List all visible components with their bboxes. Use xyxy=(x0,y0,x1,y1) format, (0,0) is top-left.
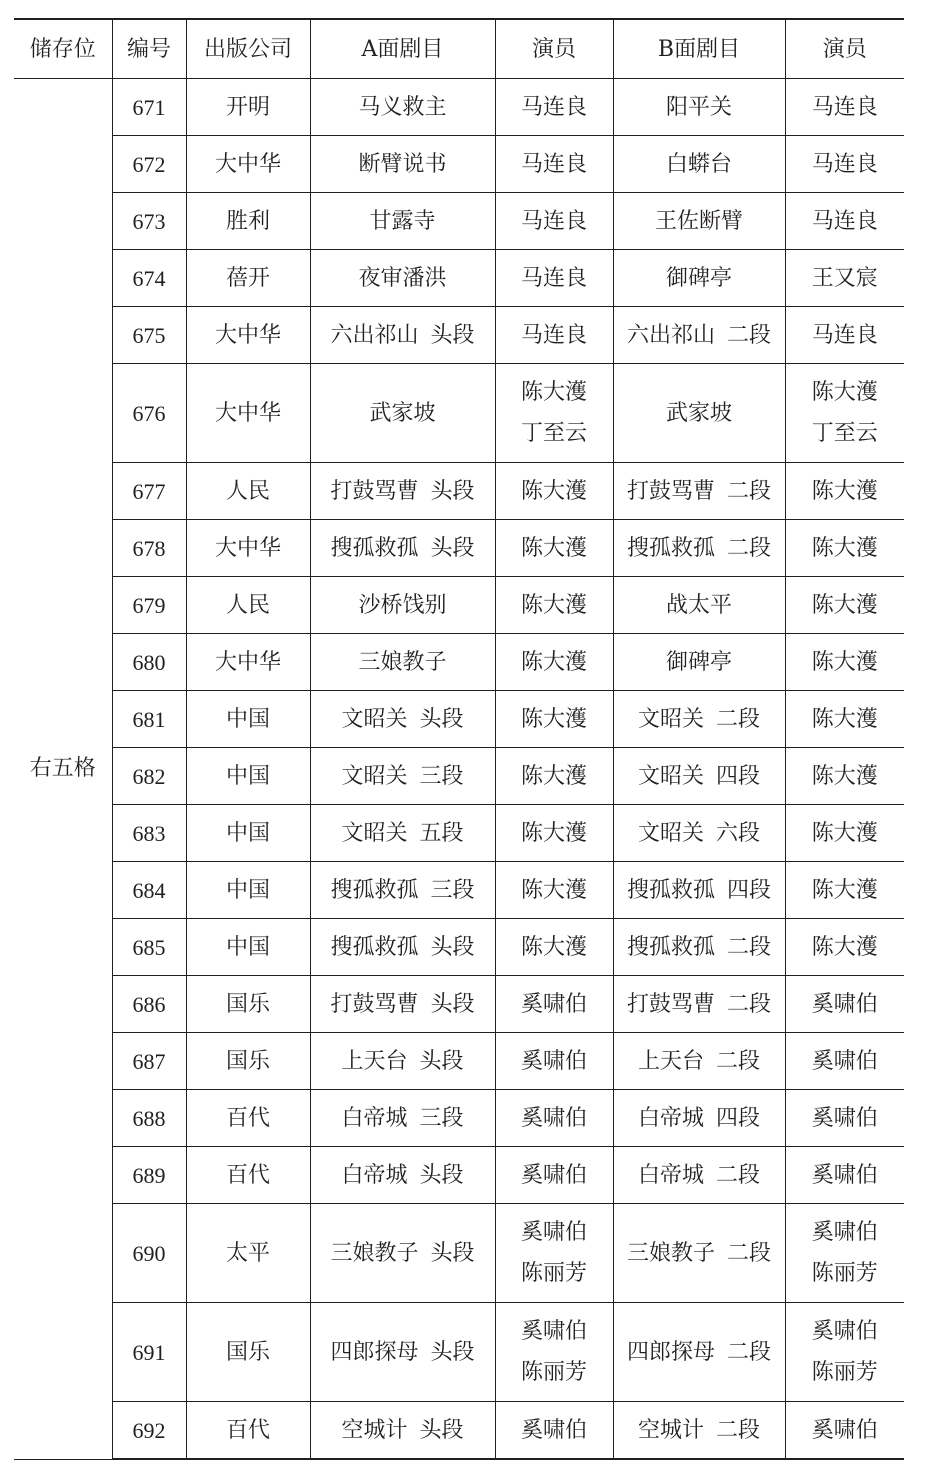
b-part: 二段 xyxy=(727,1240,772,1266)
table-row xyxy=(14,1402,904,1460)
a-performer-name: 陈大濩 xyxy=(520,535,587,561)
record-number: 671 xyxy=(112,79,186,136)
a-title: 甘露寺 xyxy=(369,208,436,234)
b-performer-name: 陈大濩 xyxy=(811,535,878,561)
a-performer-name: 陈大濩 xyxy=(520,478,587,504)
a-title-cell xyxy=(310,805,495,862)
b-title: 打鼓骂曹 xyxy=(626,478,715,504)
publisher: 人民 xyxy=(186,577,310,634)
a-performer-cell xyxy=(495,1147,613,1204)
b-part: 四段 xyxy=(716,1105,761,1131)
b-title: 搜孤救孤 xyxy=(626,535,715,561)
b-performer-cell xyxy=(785,364,904,463)
publisher: 中国 xyxy=(186,919,310,976)
a-title-cell xyxy=(310,1090,495,1147)
record-number: 679 xyxy=(112,577,186,634)
table-row xyxy=(14,919,904,976)
record-number: 682 xyxy=(112,748,186,805)
record-number: 680 xyxy=(112,634,186,691)
a-performer-cell xyxy=(495,634,613,691)
a-title-cell xyxy=(310,1402,495,1460)
b-performer-name: 陈大濩 xyxy=(811,934,878,960)
b-performer-name: 陈大濩 xyxy=(811,763,878,789)
a-performer-cell xyxy=(495,919,613,976)
b-title-cell xyxy=(613,1204,785,1303)
a-title-cell xyxy=(310,1303,495,1402)
b-part: 四段 xyxy=(727,877,772,903)
a-performer-name: 奚啸伯 xyxy=(520,1048,587,1074)
b-performer-name: 马连良 xyxy=(811,322,878,348)
header-side-b-title: B面剧目 xyxy=(613,19,785,79)
a-title: 白帝城 xyxy=(341,1105,408,1131)
a-part: 三段 xyxy=(430,877,475,903)
a-title: 四郎探母 xyxy=(330,1339,419,1365)
b-title: 阳平关 xyxy=(665,94,732,120)
b-title: 四郎探母 xyxy=(626,1339,715,1365)
publisher: 大中华 xyxy=(186,307,310,364)
b-title-cell xyxy=(613,691,785,748)
b-performer-name: 陈大濩 xyxy=(811,478,878,504)
b-title: 白帝城 xyxy=(637,1105,704,1131)
a-part: 头段 xyxy=(430,991,475,1017)
table-row xyxy=(14,748,904,805)
record-number: 687 xyxy=(112,1033,186,1090)
b-performer-name: 陈大濩 xyxy=(811,592,878,618)
b-performer-name: 奚啸伯 xyxy=(811,1417,878,1443)
a-title: 空城计 xyxy=(341,1417,408,1443)
record-number: 681 xyxy=(112,691,186,748)
a-title: 马义救主 xyxy=(358,94,447,120)
b-performer-cell xyxy=(785,1090,904,1147)
b-performer-cell xyxy=(785,1147,904,1204)
b-title: 白帝城 xyxy=(637,1162,704,1188)
a-title-cell xyxy=(310,1204,495,1303)
a-performer-name: 陈丽芳 xyxy=(520,1360,587,1385)
b-performer-cell xyxy=(785,520,904,577)
a-title-cell xyxy=(310,79,495,136)
b-title: 战太平 xyxy=(665,592,732,618)
a-part: 三段 xyxy=(419,763,464,789)
a-performer-cell xyxy=(495,307,613,364)
record-number: 691 xyxy=(112,1303,186,1402)
a-performer-name: 奚啸伯 xyxy=(520,1319,587,1344)
a-title-cell xyxy=(310,250,495,307)
table-row xyxy=(14,364,904,463)
a-title-cell xyxy=(310,520,495,577)
b-title-cell xyxy=(613,250,785,307)
b-performer-name: 马连良 xyxy=(811,151,878,177)
a-title-cell xyxy=(310,691,495,748)
a-performer-name: 陈大濩 xyxy=(520,706,587,732)
a-performer-cell xyxy=(495,136,613,193)
b-title-cell xyxy=(613,1147,785,1204)
b-title: 王佐断臂 xyxy=(654,208,743,234)
b-performer-name: 陈大濩 xyxy=(811,820,878,846)
table-body xyxy=(14,79,904,1460)
a-performer-cell xyxy=(495,577,613,634)
a-performer-name: 马连良 xyxy=(520,265,587,291)
a-performer-name: 奚啸伯 xyxy=(520,1105,587,1131)
b-performer-cell xyxy=(785,634,904,691)
b-performer-name: 奚啸伯 xyxy=(811,1319,878,1344)
record-number: 673 xyxy=(112,193,186,250)
b-title-cell xyxy=(613,79,785,136)
b-part: 二段 xyxy=(716,1417,761,1443)
a-part: 头段 xyxy=(430,478,475,504)
table-row xyxy=(14,250,904,307)
b-performer-cell xyxy=(785,1204,904,1303)
table-row xyxy=(14,136,904,193)
b-title-cell xyxy=(613,1402,785,1460)
publisher: 中国 xyxy=(186,748,310,805)
b-title: 上天台 xyxy=(637,1048,704,1074)
a-title: 三娘教子 xyxy=(358,649,447,675)
b-part: 二段 xyxy=(716,1048,761,1074)
b-performer-cell xyxy=(785,748,904,805)
table-row xyxy=(14,1147,904,1204)
a-title-cell xyxy=(310,1147,495,1204)
b-title: 搜孤救孤 xyxy=(626,934,715,960)
a-performer-cell xyxy=(495,862,613,919)
a-performer-cell xyxy=(495,364,613,463)
b-title: 御碑亭 xyxy=(665,265,732,291)
publisher: 中国 xyxy=(186,805,310,862)
a-performer-cell xyxy=(495,1204,613,1303)
publisher: 国乐 xyxy=(186,1033,310,1090)
b-title-cell xyxy=(613,748,785,805)
b-performer-name: 陈丽芳 xyxy=(811,1360,878,1385)
record-number: 690 xyxy=(112,1204,186,1303)
b-performer-name: 陈大濩 xyxy=(811,877,878,903)
record-number: 688 xyxy=(112,1090,186,1147)
header-row xyxy=(14,19,904,79)
b-title-cell xyxy=(613,919,785,976)
a-title-cell xyxy=(310,976,495,1033)
header-number: 编号 xyxy=(112,19,186,79)
table-row xyxy=(14,976,904,1033)
header-side-a-title: A面剧目 xyxy=(310,19,495,79)
a-performer-cell xyxy=(495,79,613,136)
b-title-cell xyxy=(613,463,785,520)
table-row xyxy=(14,862,904,919)
b-performer-cell xyxy=(785,250,904,307)
b-title: 文昭关 xyxy=(637,763,704,789)
b-performer-cell xyxy=(785,1402,904,1460)
a-performer-cell xyxy=(495,976,613,1033)
a-title: 夜审潘洪 xyxy=(358,265,447,291)
b-title: 空城计 xyxy=(637,1417,704,1443)
a-performer-cell xyxy=(495,1402,613,1460)
a-performer-cell xyxy=(495,1033,613,1090)
a-title: 武家坡 xyxy=(369,400,436,426)
a-title: 文昭关 xyxy=(341,820,408,846)
record-number: 675 xyxy=(112,307,186,364)
header-publisher: 出版公司 xyxy=(186,19,310,79)
table-row xyxy=(14,577,904,634)
b-title-cell xyxy=(613,1303,785,1402)
publisher: 国乐 xyxy=(186,1303,310,1402)
b-part: 二段 xyxy=(727,934,772,960)
a-part: 头段 xyxy=(430,1240,475,1266)
b-performer-cell xyxy=(785,136,904,193)
b-performer-name: 奚啸伯 xyxy=(811,991,878,1017)
a-performer-name: 丁至云 xyxy=(520,421,587,446)
publisher: 大中华 xyxy=(186,364,310,463)
a-performer-name: 马连良 xyxy=(520,322,587,348)
a-performer-cell xyxy=(495,691,613,748)
a-performer-name: 奚啸伯 xyxy=(520,1162,587,1188)
record-number: 689 xyxy=(112,1147,186,1204)
b-performer-name: 奚啸伯 xyxy=(811,1162,878,1188)
table-row xyxy=(14,691,904,748)
a-performer-cell xyxy=(495,463,613,520)
a-part: 头段 xyxy=(430,535,475,561)
b-title-cell xyxy=(613,364,785,463)
b-performer-cell xyxy=(785,691,904,748)
b-part: 二段 xyxy=(727,478,772,504)
b-performer-name: 奚啸伯 xyxy=(811,1220,878,1245)
a-title-cell xyxy=(310,463,495,520)
b-performer-cell xyxy=(785,463,904,520)
a-title-cell xyxy=(310,136,495,193)
a-title-cell xyxy=(310,634,495,691)
a-part: 三段 xyxy=(419,1105,464,1131)
b-title: 文昭关 xyxy=(637,820,704,846)
a-title-cell xyxy=(310,748,495,805)
header-side-a-performer: 演员 xyxy=(495,19,613,79)
table-row xyxy=(14,307,904,364)
b-title: 六出祁山 xyxy=(626,322,715,348)
header-location: 储存位 xyxy=(14,19,112,79)
b-title: 文昭关 xyxy=(637,706,704,732)
a-title: 白帝城 xyxy=(341,1162,408,1188)
a-title: 打鼓骂曹 xyxy=(330,991,419,1017)
b-performer-cell xyxy=(785,307,904,364)
a-part: 头段 xyxy=(430,934,475,960)
a-performer-name: 陈大濩 xyxy=(520,380,587,405)
record-number: 672 xyxy=(112,136,186,193)
a-performer-name: 陈大濩 xyxy=(520,820,587,846)
a-title-cell xyxy=(310,364,495,463)
b-part: 二段 xyxy=(727,535,772,561)
record-catalog-table xyxy=(14,18,904,1460)
a-title: 打鼓骂曹 xyxy=(330,478,419,504)
header-side-b-performer: 演员 xyxy=(785,19,904,79)
record-number: 686 xyxy=(112,976,186,1033)
a-performer-name: 陈大濩 xyxy=(520,934,587,960)
b-performer-name: 陈大濩 xyxy=(811,380,878,405)
a-title: 搜孤救孤 xyxy=(330,535,419,561)
publisher: 人民 xyxy=(186,463,310,520)
publisher: 大中华 xyxy=(186,520,310,577)
b-performer-name: 马连良 xyxy=(811,94,878,120)
a-title-cell xyxy=(310,862,495,919)
publisher: 太平 xyxy=(186,1204,310,1303)
table-row xyxy=(14,805,904,862)
b-title-cell xyxy=(613,634,785,691)
record-number: 692 xyxy=(112,1402,186,1460)
storage-location-cell: 右五格 xyxy=(14,79,112,1460)
a-performer-name: 陈大濩 xyxy=(520,649,587,675)
a-performer-cell xyxy=(495,250,613,307)
a-performer-cell xyxy=(495,805,613,862)
record-number: 674 xyxy=(112,250,186,307)
b-performer-cell xyxy=(785,919,904,976)
a-title-cell xyxy=(310,577,495,634)
a-performer-cell xyxy=(495,520,613,577)
a-title: 文昭关 xyxy=(341,706,408,732)
a-title: 搜孤救孤 xyxy=(330,934,419,960)
table-row xyxy=(14,193,904,250)
b-title-cell xyxy=(613,307,785,364)
a-part: 头段 xyxy=(419,1417,464,1443)
table-row xyxy=(14,463,904,520)
publisher: 大中华 xyxy=(186,634,310,691)
a-performer-cell xyxy=(495,1303,613,1402)
b-title: 搜孤救孤 xyxy=(626,877,715,903)
publisher: 中国 xyxy=(186,691,310,748)
b-performer-name: 陈大濩 xyxy=(811,706,878,732)
a-title: 文昭关 xyxy=(341,763,408,789)
b-title: 白蟒台 xyxy=(665,151,732,177)
a-title-cell xyxy=(310,1033,495,1090)
b-part: 二段 xyxy=(727,991,772,1017)
publisher: 中国 xyxy=(186,862,310,919)
b-part: 二段 xyxy=(716,706,761,732)
publisher: 国乐 xyxy=(186,976,310,1033)
table-row xyxy=(14,79,904,136)
b-performer-cell xyxy=(785,1303,904,1402)
table-row xyxy=(14,520,904,577)
a-performer-name: 奚啸伯 xyxy=(520,1220,587,1245)
b-performer-cell xyxy=(785,193,904,250)
b-performer-cell xyxy=(785,79,904,136)
b-title-cell xyxy=(613,1090,785,1147)
table-row xyxy=(14,1033,904,1090)
publisher: 百代 xyxy=(186,1147,310,1204)
a-performer-cell xyxy=(495,748,613,805)
b-performer-cell xyxy=(785,1033,904,1090)
a-title: 三娘教子 xyxy=(330,1240,419,1266)
b-title: 武家坡 xyxy=(665,400,732,426)
b-title: 三娘教子 xyxy=(626,1240,715,1266)
a-performer-name: 陈大濩 xyxy=(520,877,587,903)
b-performer-name: 奚啸伯 xyxy=(811,1048,878,1074)
a-performer-cell xyxy=(495,193,613,250)
a-title-cell xyxy=(310,193,495,250)
a-performer-name: 奚啸伯 xyxy=(520,991,587,1017)
record-number: 677 xyxy=(112,463,186,520)
b-title-cell xyxy=(613,193,785,250)
b-title-cell xyxy=(613,805,785,862)
a-performer-name: 马连良 xyxy=(520,94,587,120)
b-part: 六段 xyxy=(716,820,761,846)
b-performer-name: 奚啸伯 xyxy=(811,1105,878,1131)
a-performer-name: 奚啸伯 xyxy=(520,1417,587,1443)
a-title: 六出祁山 xyxy=(330,322,419,348)
b-title-cell xyxy=(613,862,785,919)
b-part: 二段 xyxy=(716,1162,761,1188)
b-performer-cell xyxy=(785,577,904,634)
record-number: 685 xyxy=(112,919,186,976)
b-title-cell xyxy=(613,136,785,193)
b-performer-cell xyxy=(785,862,904,919)
publisher: 大中华 xyxy=(186,136,310,193)
b-performer-name: 马连良 xyxy=(811,208,878,234)
publisher: 开明 xyxy=(186,79,310,136)
a-part: 头段 xyxy=(419,1048,464,1074)
a-part: 五段 xyxy=(419,820,464,846)
record-number: 683 xyxy=(112,805,186,862)
a-performer-cell xyxy=(495,1090,613,1147)
a-performer-name: 陈大濩 xyxy=(520,763,587,789)
b-performer-name: 陈大濩 xyxy=(811,649,878,675)
record-number: 678 xyxy=(112,520,186,577)
b-performer-name: 丁至云 xyxy=(811,421,878,446)
b-title: 御碑亭 xyxy=(665,649,732,675)
a-title: 沙桥饯别 xyxy=(358,592,447,618)
b-part: 四段 xyxy=(716,763,761,789)
b-title-cell xyxy=(613,520,785,577)
table-row xyxy=(14,1204,904,1303)
a-title-cell xyxy=(310,919,495,976)
b-performer-cell xyxy=(785,976,904,1033)
b-title-cell xyxy=(613,577,785,634)
b-part: 二段 xyxy=(727,1339,772,1365)
b-title-cell xyxy=(613,1033,785,1090)
a-title-cell xyxy=(310,307,495,364)
a-title: 断臂说书 xyxy=(358,151,447,177)
b-title: 打鼓骂曹 xyxy=(626,991,715,1017)
publisher: 胜利 xyxy=(186,193,310,250)
a-title: 上天台 xyxy=(341,1048,408,1074)
a-part: 头段 xyxy=(430,1339,475,1365)
a-part: 头段 xyxy=(419,706,464,732)
publisher: 百代 xyxy=(186,1402,310,1460)
a-performer-name: 陈丽芳 xyxy=(520,1261,587,1286)
publisher: 百代 xyxy=(186,1090,310,1147)
a-part: 头段 xyxy=(419,1162,464,1188)
b-performer-cell xyxy=(785,805,904,862)
b-performer-name: 陈丽芳 xyxy=(811,1261,878,1286)
publisher: 蓓开 xyxy=(186,250,310,307)
a-performer-name: 陈大濩 xyxy=(520,592,587,618)
a-part: 头段 xyxy=(430,322,475,348)
b-part: 二段 xyxy=(727,322,772,348)
record-number: 684 xyxy=(112,862,186,919)
record-number: 676 xyxy=(112,364,186,463)
table-row xyxy=(14,634,904,691)
b-performer-name: 王又宸 xyxy=(811,265,878,291)
a-performer-name: 马连良 xyxy=(520,208,587,234)
record-catalog-sheet xyxy=(14,18,904,1460)
table-row xyxy=(14,1303,904,1402)
a-performer-name: 马连良 xyxy=(520,151,587,177)
b-title-cell xyxy=(613,976,785,1033)
a-title: 搜孤救孤 xyxy=(330,877,419,903)
table-row xyxy=(14,1090,904,1147)
